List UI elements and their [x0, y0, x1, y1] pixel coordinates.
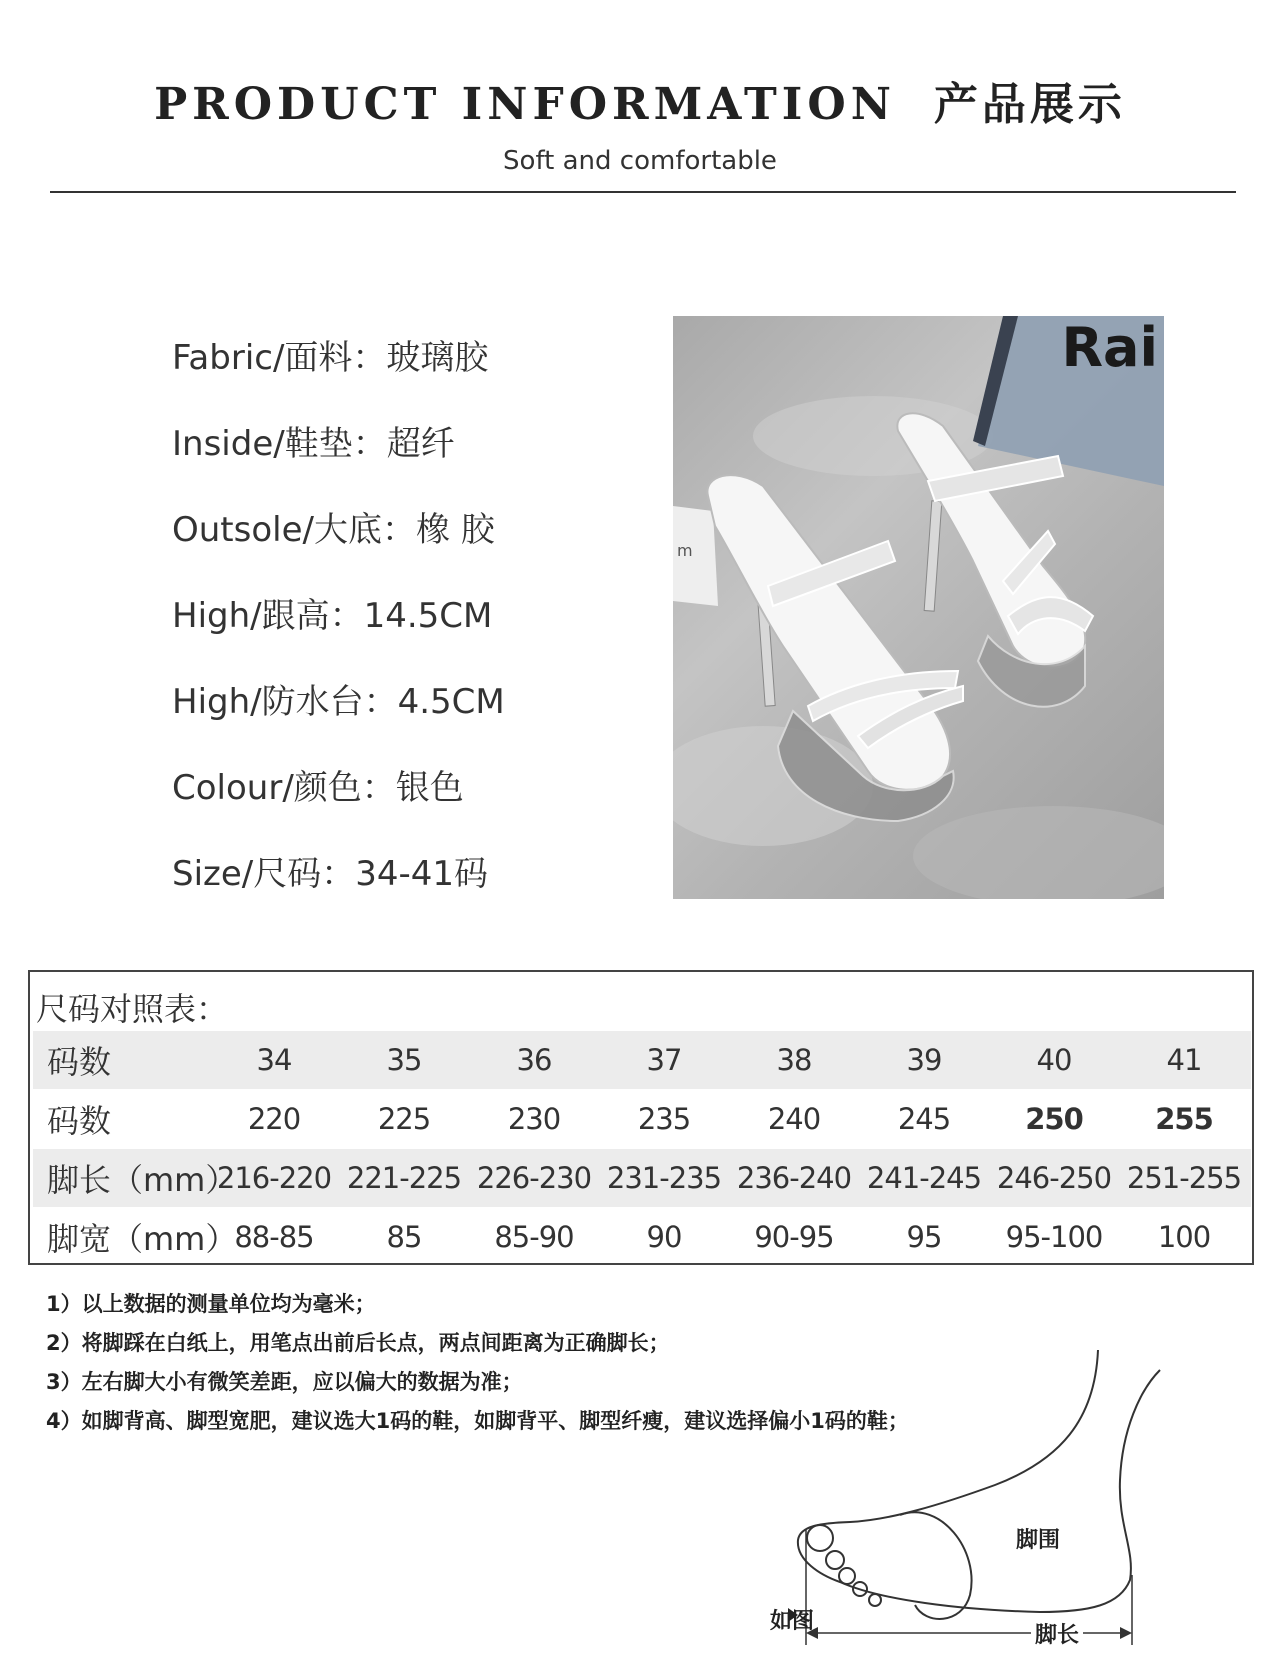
table-cell: 95-100 — [1005, 1220, 1103, 1254]
header-divider — [50, 191, 1236, 193]
size-chart-title: 尺码对照表： — [36, 990, 229, 1028]
bag-brand-text: Rai — [1061, 316, 1158, 379]
table-cell: 226-230 — [476, 1161, 592, 1195]
size-row-mm — [33, 1090, 1251, 1148]
table-cell: 251-255 — [1126, 1161, 1242, 1195]
table-cell: 240 — [767, 1102, 821, 1136]
spec-inside: Inside/鞋垫：超纤 — [172, 424, 455, 464]
table-cell: 39 — [906, 1043, 942, 1077]
table-cell: 37 — [646, 1043, 682, 1077]
size-row-foot-length — [33, 1149, 1251, 1207]
row-label: 脚宽（mm） — [47, 1220, 238, 1258]
table-cell: 85 — [386, 1220, 422, 1254]
page-title — [0, 68, 1280, 132]
table-cell: 255 — [1155, 1102, 1213, 1136]
title-en: PRODUCT INFORMATION — [154, 79, 896, 130]
table-cell: 225 — [377, 1102, 431, 1136]
table-cell: 235 — [637, 1102, 691, 1136]
length-label: 脚长 — [1031, 1618, 1083, 1649]
table-cell: 34 — [256, 1043, 292, 1077]
product-photo — [673, 316, 1164, 899]
note-item: 1）以上数据的测量单位均为毫米； — [46, 1292, 376, 1316]
table-cell: 38 — [776, 1043, 812, 1077]
table-cell: 231-235 — [606, 1161, 722, 1195]
girth-label: 脚围 — [1016, 1528, 1061, 1553]
size-row-eu — [33, 1031, 1251, 1089]
table-cell: 36 — [516, 1043, 552, 1077]
table-cell: 95 — [906, 1220, 942, 1254]
product-illustration — [673, 316, 1164, 899]
spec-list — [172, 338, 505, 940]
note-item: 3）左右脚大小有微笑差距，应以偏大的数据为准； — [46, 1370, 523, 1394]
row-label: 脚长（mm） — [47, 1161, 238, 1199]
page-subtitle: Soft and comfortable — [503, 146, 777, 176]
svg-text:m: m — [677, 541, 693, 560]
spec-fabric: Fabric/面料：玻璃胶 — [172, 338, 489, 378]
foot-measure-diagram — [740, 1350, 1240, 1650]
size-chart — [28, 970, 1254, 1265]
table-cell: 216-220 — [216, 1161, 332, 1195]
table-cell: 85-90 — [494, 1220, 574, 1254]
row-label: 码数 — [47, 1043, 112, 1081]
table-cell: 40 — [1036, 1043, 1072, 1077]
table-cell: 250 — [1025, 1102, 1083, 1136]
table-cell: 35 — [386, 1043, 422, 1077]
table-cell: 241-245 — [866, 1161, 982, 1195]
table-cell: 221-225 — [346, 1161, 462, 1195]
table-cell: 245 — [897, 1102, 951, 1136]
spec-platform-height: High/防水台：4.5CM — [172, 682, 505, 722]
example-label: 如图 — [770, 1609, 815, 1634]
row-label: 码数 — [47, 1102, 112, 1140]
spec-heel-height: High/跟高：14.5CM — [172, 596, 493, 636]
size-row-foot-width — [33, 1208, 1251, 1266]
table-cell: 246-250 — [996, 1161, 1112, 1195]
table-cell: 90-95 — [754, 1220, 834, 1254]
note-item: 2）将脚踩在白纸上，用笔点出前后长点，两点间距离为正确脚长； — [46, 1331, 670, 1355]
table-cell: 90 — [646, 1220, 682, 1254]
table-cell: 100 — [1157, 1220, 1211, 1254]
table-cell: 220 — [247, 1102, 301, 1136]
title-cn: 产品展示 — [933, 79, 1126, 130]
spec-size: Size/尺码：34-41码 — [172, 854, 489, 894]
table-cell: 236-240 — [736, 1161, 852, 1195]
note-item: 4）如脚背高、脚型宽肥，建议选大1码的鞋，如脚背平、脚型纤瘦，建议选择偏小1码的鞋； — [46, 1409, 909, 1433]
table-cell: 230 — [507, 1102, 561, 1136]
table-cell: 88-85 — [234, 1220, 314, 1254]
spec-colour: Colour/颜色：银色 — [172, 768, 464, 808]
spec-outsole: Outsole/大底：橡 胶 — [172, 510, 495, 550]
table-cell: 41 — [1166, 1043, 1202, 1077]
